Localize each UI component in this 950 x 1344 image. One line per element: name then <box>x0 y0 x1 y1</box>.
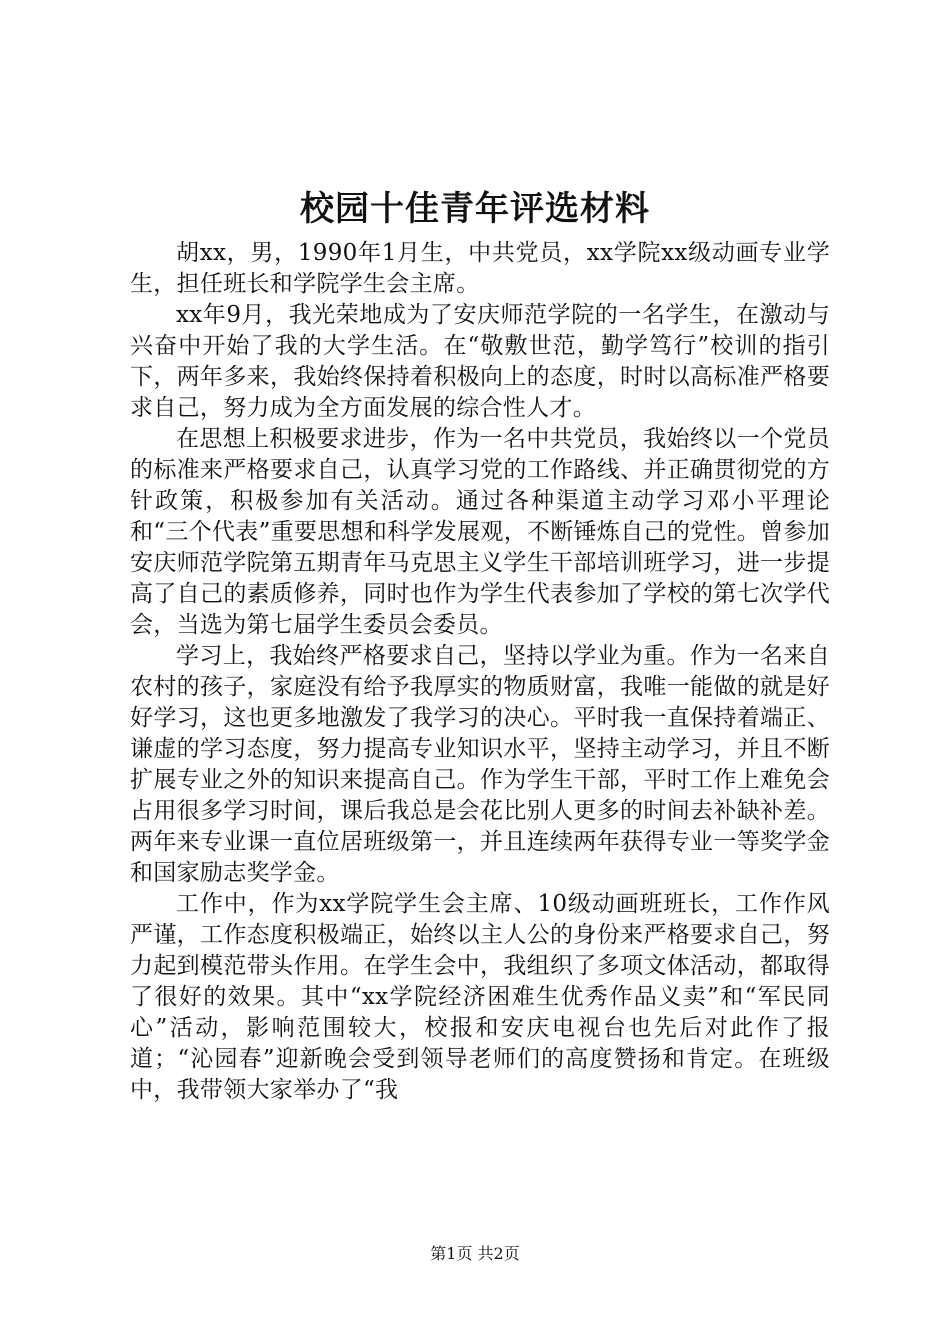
document-body <box>130 238 830 1106</box>
paragraph-intro: 胡xx，男，1990年1月生，中共党员，xx学院xx级动画专业学生，担任班长和学院学生会主席。 <box>130 240 830 297</box>
document-title: 校园十佳青年评选材料 <box>300 189 650 229</box>
paragraph-study: 学习上，我始终严格要求自己，坚持以学业为重。作为一名来自农村的孩子，家庭没有给予我厚实的物质财富，我唯一能做的就是好好学习，这也更多地激发了我学习的决心。平时我一直保持着端正、谦虚的学习态度，努力提高专业知识水平，坚持主动学习，并且不断扩展专业之外的知识来提高自己。作为学生干部，平时工作上难免会占用很多学习时间，课后我总是会花比别人更多的时间去补缺补差。两年来专业课一直位居班级第一，并且连续两年获得专业一等奖学金和国家励志奖学金。 <box>130 643 830 886</box>
page-number-footer: 第1页 共2页 <box>430 1244 520 1263</box>
paragraph-work: 工作中，作为xx学院学生会主席、10级动画班班长，工作作风严谨，工作态度积极端正，始终以主人公的身份来严格要求自己，努力起到模范带头作用。在学生会中，我组织了多项文体活动，都取得了很好的效果。其中“xx学院经济困难生优秀作品义卖”和“军民同心”活动，影响范围较大，校报和安庆电视台也先后对此作了报道；“沁园春”迎新晚会受到领导老师们的高度赞扬和肯定。在班级中，我带领大家举办了“我 <box>130 891 830 1103</box>
paragraph-enrollment: xx年9月，我光荣地成为了安庆师范学院的一名学生，在激动与兴奋中开始了我的大学生活。在“敬敷世范，勤学笃行”校训的指引下，两年多来，我始终保持着积极向上的态度，时时以高标准严格要求自己，努力成为全方面发展的综合性人才。 <box>130 302 830 421</box>
paragraph-ideology: 在思想上积极要求进步，作为一名中共党员，我始终以一个党员的标准来严格要求自己，认真学习党的工作路线、并正确贯彻党的方针政策，积极参加有关活动。通过各种渠道主动学习邓小平理论和“三个代表”重要思想和科学发展观，不断锤炼自己的党性。曾参加安庆师范学院第五期青年马克思主义学生干部培训班学习，进一步提高了自己的素质修养，同时也作为学生代表参加了学校的第七次学代会，当选为第七届学生委员会委员。 <box>130 426 830 638</box>
